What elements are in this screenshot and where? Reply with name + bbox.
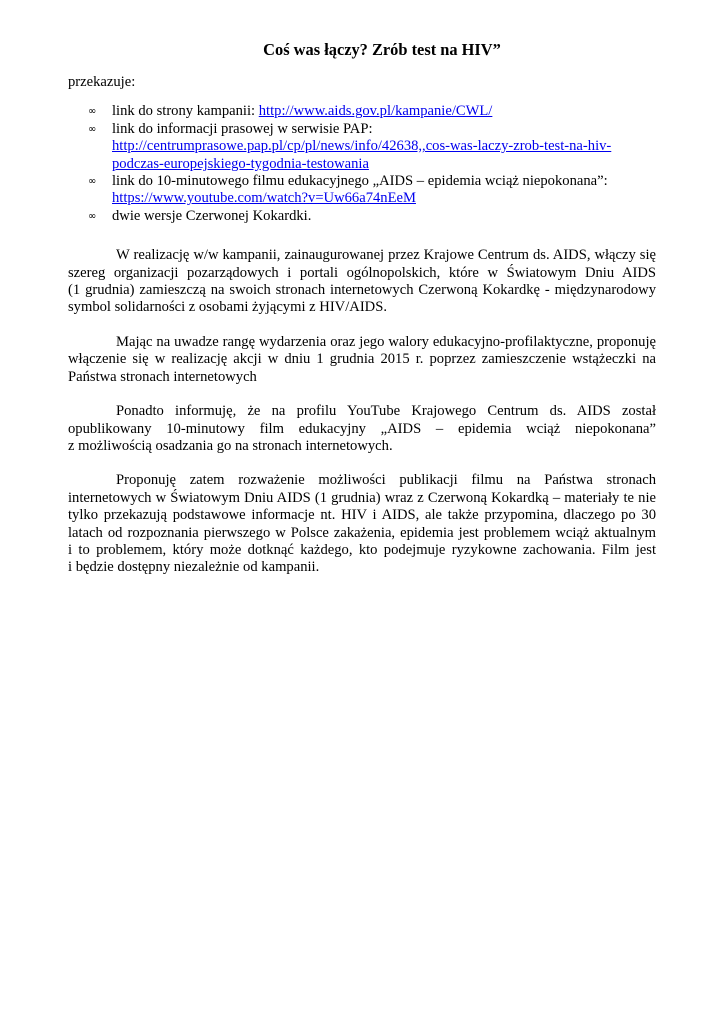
infinity-bullet-icon: ∞ (88, 123, 97, 135)
paragraph-proposal (68, 334, 656, 386)
list-item-text: link do 10-minutowego filmu edukacyjnego „AIDS – epidemia wciąż niepokonana”: (112, 173, 608, 190)
resource-list (68, 103, 656, 225)
list-item-ribbons (68, 208, 656, 225)
press-release-link-line-1[interactable]: http://centrumprasowe.pap.pl/cp/pl/news/info/42638,,cos-was-laczy-zrob-test-na-hiv- (112, 138, 612, 155)
paragraph-line: szereg organizacji pozarządowych i portali ogólnopolskich, które w Światowym Dniu AIDS (68, 264, 656, 281)
paragraph-publication (68, 472, 656, 576)
campaign-link[interactable]: http://www.aids.gov.pl/kampanie/CWL/ (258, 103, 493, 120)
paragraph-line: z możliwością osadzania go na stronach internetowych. (68, 437, 393, 454)
paragraph-line: włączenie się w realizację akcji w dniu 1 grudnia 2015 r. poprzez zamieszczenie wstążeczki na (68, 351, 656, 368)
infinity-bullet-icon: ∞ (88, 176, 97, 188)
paragraph-line: Ponadto informuję, że na profilu YouTube Krajowego Centrum ds. AIDS został (116, 403, 656, 420)
list-item-text: link do strony kampanii: (112, 103, 259, 120)
paragraph-line: Proponuję zatem rozważenie możliwości publikacji filmu na Państwa stronach (116, 472, 656, 489)
document-title: Coś was łączy? Zrób test na HIV” (263, 40, 501, 59)
youtube-film-link[interactable]: https://www.youtube.com/watch?v=Uw66a74nEeM (112, 190, 416, 207)
press-release-link-line-2[interactable]: podczas-europejskiego-tygodnia-testowania (112, 155, 369, 172)
paragraph-line: Państwa stronach internetowych (68, 368, 257, 385)
list-item-text: link do informacji prasowej w serwisie PAP: (112, 120, 373, 137)
intro-text: przekazuje: (68, 74, 136, 90)
list-item-film-link (68, 173, 656, 208)
paragraph-youtube (68, 403, 656, 455)
list-item-press-link (68, 121, 656, 173)
document-page (68, 40, 656, 594)
paragraph-line: (1 grudnia) zamieszczą na swoich stronach internetowych Czerwoną Kokardkę - międzynarodowy (68, 282, 656, 299)
paragraph-line: i będzie dostępny niezależnie od kampanii. (68, 559, 320, 576)
paragraph-line: i to problemem, który może dotknąć każdego, kto podejmuje ryzykowne zachowania. Film jest (68, 541, 656, 558)
paragraph-line: tylko przekazują podstawowe informacje nt. HIV i AIDS, ale także przypomina, dlaczego po 30 (68, 507, 656, 524)
list-item-text: dwie wersje Czerwonej Kokardki. (112, 207, 312, 224)
infinity-bullet-icon: ∞ (88, 210, 97, 222)
infinity-bullet-icon: ∞ (88, 106, 97, 118)
paragraph-line: Mając na uwadze rangę wydarzenia oraz jego walory edukacyjno-profilaktyczne, proponuję (116, 333, 656, 350)
paragraph-line: W realizację w/w kampanii, zainaugurowanej przez Krajowe Centrum ds. AIDS, włączy się (116, 247, 656, 264)
paragraph-line: latach od rozpoznania pierwszego w Polsce zakażenia, epidemia jest problemem wciąż aktualnym (68, 524, 656, 541)
paragraph-line: symbol solidarności z osobami żyjącymi z HIV/AIDS. (68, 299, 387, 316)
paragraph-campaign (68, 247, 656, 317)
paragraph-line: opublikowany 10-minutowy film edukacyjny „AIDS – epidemia wciąż niepokonana” (68, 420, 656, 437)
paragraph-line: internetowych w Światowym Dniu AIDS (1 grudnia) wraz z Czerwoną Kokardką – materiały te nie (68, 489, 656, 506)
list-item-campaign-link (68, 103, 656, 120)
